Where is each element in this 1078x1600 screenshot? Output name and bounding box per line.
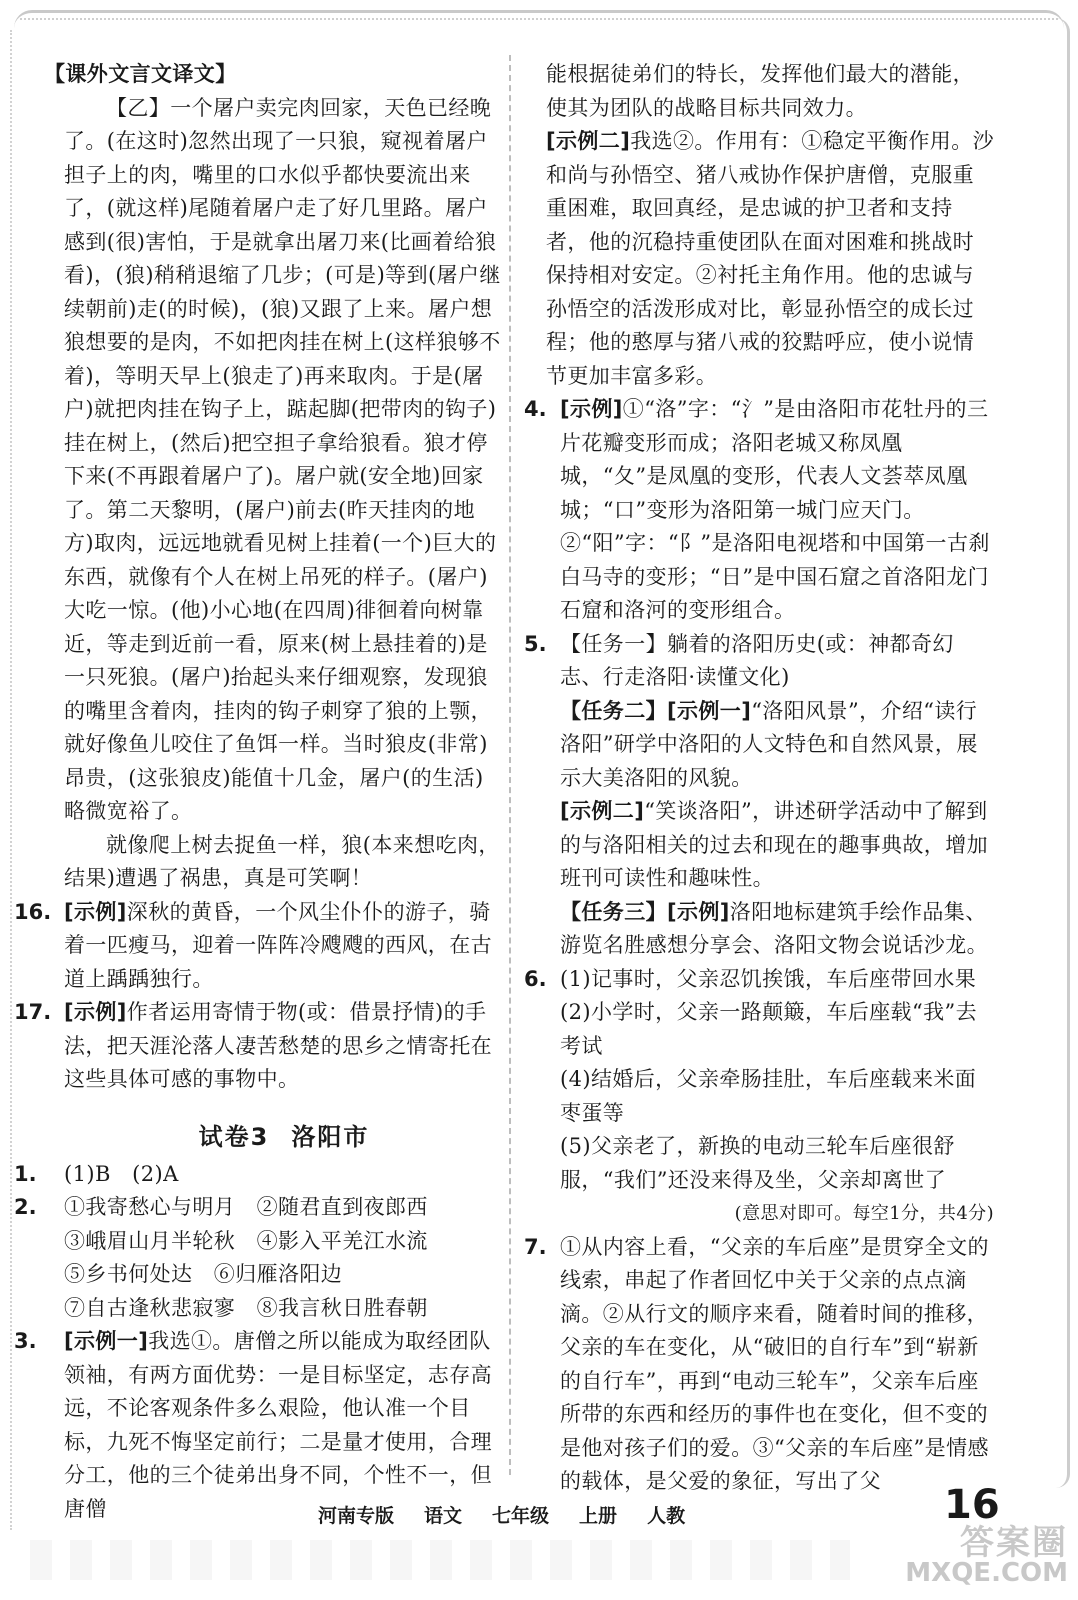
question-number: 17. (14, 1000, 52, 1024)
question-number: 2. (14, 1195, 37, 1219)
section-title (64, 1117, 504, 1152)
answer-17 (14, 996, 504, 1097)
footer-publisher: 人教 (647, 1504, 686, 1527)
question-number: 1. (14, 1161, 37, 1186)
question-number: 4. (524, 397, 547, 421)
answer-text: 作者运用寄情于物(或：借景抒情)的手法，把天涯沦落人凄苦愁楚的思乡之情寄托在这些具体可感的事物中。 (64, 1000, 492, 1091)
left-column (14, 58, 504, 1526)
task-1: 【任务一】躺着的洛阳历史(或：神都奇幻志、行走洛阳·读懂文化) (560, 631, 954, 689)
answer-16 (14, 896, 504, 997)
page-border-right (1053, 18, 1070, 1488)
answer-text: (1)B (2)A (64, 1161, 179, 1186)
answer-text: ①“洛”字：“氵”是由洛阳市花牡丹的三片花瓣变形而成；洛阳老城又称凤凰城，“夂”是凤凰的变形，代表人文荟萃凤凰城；“口”变形为洛阳第一城门应天门。②“阳”字：“阝”是洛阳电视塔和中国第一古刹白马寺的变形；“日”是中国石窟之首洛阳龙门石窟和洛河的变形组合。 (560, 397, 990, 622)
section-title-paper: 试卷3 (198, 1122, 270, 1151)
question-number: 5. (524, 631, 547, 656)
answer-line: ⑤乡书何处达 ⑥归雁洛阳边 (64, 1262, 343, 1286)
task-2-tag: 【任务二】[示例一] (560, 698, 752, 723)
bottom-decoration (30, 1540, 850, 1580)
translation-paragraph-yi: 【乙】一个屠户卖完肉回家，天色已经晚了。(在这时)忽然出现了一只狼，窥视着屠户担子上的肉，嘴里的口水似乎都快要流出来了，(就这样)尾随着屠户走了好几里路。屠户感到(很)害怕，于是就拿出屠刀来(比画着给狼看)，(狼)稍稍退缩了几步；(可是)等到(屠户继续朝前)走(的时候)，(狼)又跟了上来。屠户想狼想要的是肉，不如把肉挂在树上(这样狼够不着)，等明天早上(狼走了)再来取肉。于是(屠户)就把肉挂在钩子上，踮起脚(把带肉的钩子)挂在树上，(然后)把空担子拿给狼看。狼才停下来(不再跟着屠户了)。屠户就(安全地)回家了。第二天黎明，(屠户)前去(昨天挂肉的地方)取肉，远远地就看见树上挂着(一个)巨大的东西，就像有个人在树上吊死的样子。(屠户)大吃一惊。(他)小心地(在四周)徘徊着向树靠近，等走到近前一看，原来(树上悬挂着的)是一只死狼。(屠户)抬起头来仔细观察，发现狼的嘴里含着肉，挂肉的钩子刺穿了狼的上颚，就好像鱼儿咬住了鱼饵一样。当时狼皮(非常)昂贵，(这张狼皮)能值十几金，屠户(的生活)略微宽裕了。 (64, 95, 501, 823)
task-3-tag: 【任务三】[示例] (560, 899, 730, 924)
answer-text: 我选②。作用有：①稳定平衡作用。沙和尚与孙悟空、猪八戒协作保护唐僧，克服重重困难，取回真经，是忠诚的护卫者和支持者，他的沉稳持重使团队在面对困难和挑战时保持相对安定。②衬托主角作用。他的忠诚与孙悟空的活泼形成对比，彰显孙悟空的成长过程；他的憨厚与猪八戒的狡黠呼应，使小说情节更加丰富多彩。 (546, 129, 995, 388)
answer-5 (524, 628, 994, 963)
question-number: 6. (524, 966, 547, 991)
answer-line: ①我寄愁心与明月 ②随君直到夜郎西 (64, 1195, 428, 1219)
watermark-url: MXQE.COM (905, 1558, 1068, 1588)
example-tag: [示例] (64, 1000, 127, 1024)
answer-text: 深秋的黄昏，一个风尘仆仆的游子，骑着一匹瘦马，迎着一阵阵冷飕飕的西风，在古道上踽踽独行。 (64, 899, 492, 991)
footer-volume: 上册 (579, 1504, 618, 1527)
footer-subject: 语文 (424, 1504, 463, 1527)
scoring-note: (意思对即可。每空1分，共4分) (734, 1203, 994, 1224)
answer-line: (2)小学时，父亲一路颠簸，车后座载“我”去考试 (560, 1000, 978, 1058)
section-title-city: 洛阳市 (291, 1122, 370, 1151)
question-number: 16. (14, 899, 52, 924)
answer-text: 我选①。唐僧之所以能成为取经团队领袖，有两方面优势：一是目标坚定，志存高远，不论客观条件多么艰险，他认准一个目标，九死不悔坚定前行；二是量才使用，合理分工，他的三个徒弟出身不同，个性不一，但唐僧 (64, 1329, 492, 1521)
answer-4 (524, 393, 994, 628)
question-number: 7. (524, 1234, 547, 1259)
answer-line: (4)结婚后，父亲牵肠挂肚，车后座载来米面枣蛋等 (560, 1067, 977, 1125)
page-number: 16 (944, 1482, 1000, 1528)
right-column (524, 58, 994, 1499)
answer-line: ③峨眉山月半轮秋 ④影入平羌江水流 (64, 1228, 428, 1253)
answer-line: (5)父亲老了，新换的电动三轮车后座很舒服，“我们”还没来得及坐，父亲却离世了 (560, 1134, 955, 1192)
answer-line: ⑦自古逢秋悲寂寥 ⑧我言秋日胜春朝 (64, 1295, 428, 1320)
page-border-top (14, 10, 1064, 41)
answer-text: ①从内容上看，“父亲的车后座”是贯穿全文的线索，串起了作者回忆中关于父亲的点点滴滴。②从行文的顺序来看，随着时间的推移，父亲的车在变化，从“破旧的自行车”到“崭新的自行车”，再到“电动三轮车”，父亲车后座所带的东西和经历的事件也在变化，但不变的是他对孩子们的爱。③“父亲的车后座”是情感的载体，是父爱的象征，写出了父 (560, 1234, 989, 1493)
example-tag: [示例] (64, 899, 127, 924)
watermark-logo (860, 1523, 1068, 1596)
column-divider (509, 55, 511, 1475)
answer-text: “笑谈洛阳”，讲述研学活动中了解到的与洛阳相关的过去和现在的趣事典故，增加班刊可读性和趣味性。 (560, 799, 988, 890)
example-tag: [示例] (560, 397, 623, 421)
footer-grade: 七年级 (492, 1504, 550, 1527)
example-tag: [示例一] (64, 1329, 149, 1353)
answer-1 (14, 1158, 504, 1192)
footer-edition: 河南专版 (318, 1504, 395, 1527)
task-3-text: 洛阳地标建筑手绘作品集、游览名胜感想分享会、洛阳文物会说话沙龙。 (560, 899, 988, 957)
example-tag: [示例二] (560, 799, 645, 823)
example-tag: [示例二] (546, 129, 631, 153)
answer-line: (1)记事时，父亲忍饥挨饿，车后座带回水果 (560, 966, 977, 991)
task-2-text: “洛阳风景”，介绍“读行洛阳”研学中洛阳的人文特色和自然风景，展示大美洛阳的风貌。 (560, 698, 978, 790)
watermark-text: 答案圈 (960, 1523, 1068, 1563)
page-footer (318, 1496, 878, 1532)
translation-heading: 【课外文言文译文】 (44, 62, 237, 86)
answer-3-continued: 能根据徒弟们的特长，发挥他们最大的潜能，使其为团队的战略目标共同效力。 (546, 62, 974, 120)
answer-2 (14, 1191, 504, 1325)
translation-paragraph-end: 就像爬上树去捉鱼一样，狼(本来想吃肉，结果)遭遇了祸患，真是可笑啊！ (64, 832, 500, 890)
question-number: 3. (14, 1329, 37, 1353)
answer-7 (524, 1231, 994, 1499)
answer-6 (524, 963, 994, 1231)
